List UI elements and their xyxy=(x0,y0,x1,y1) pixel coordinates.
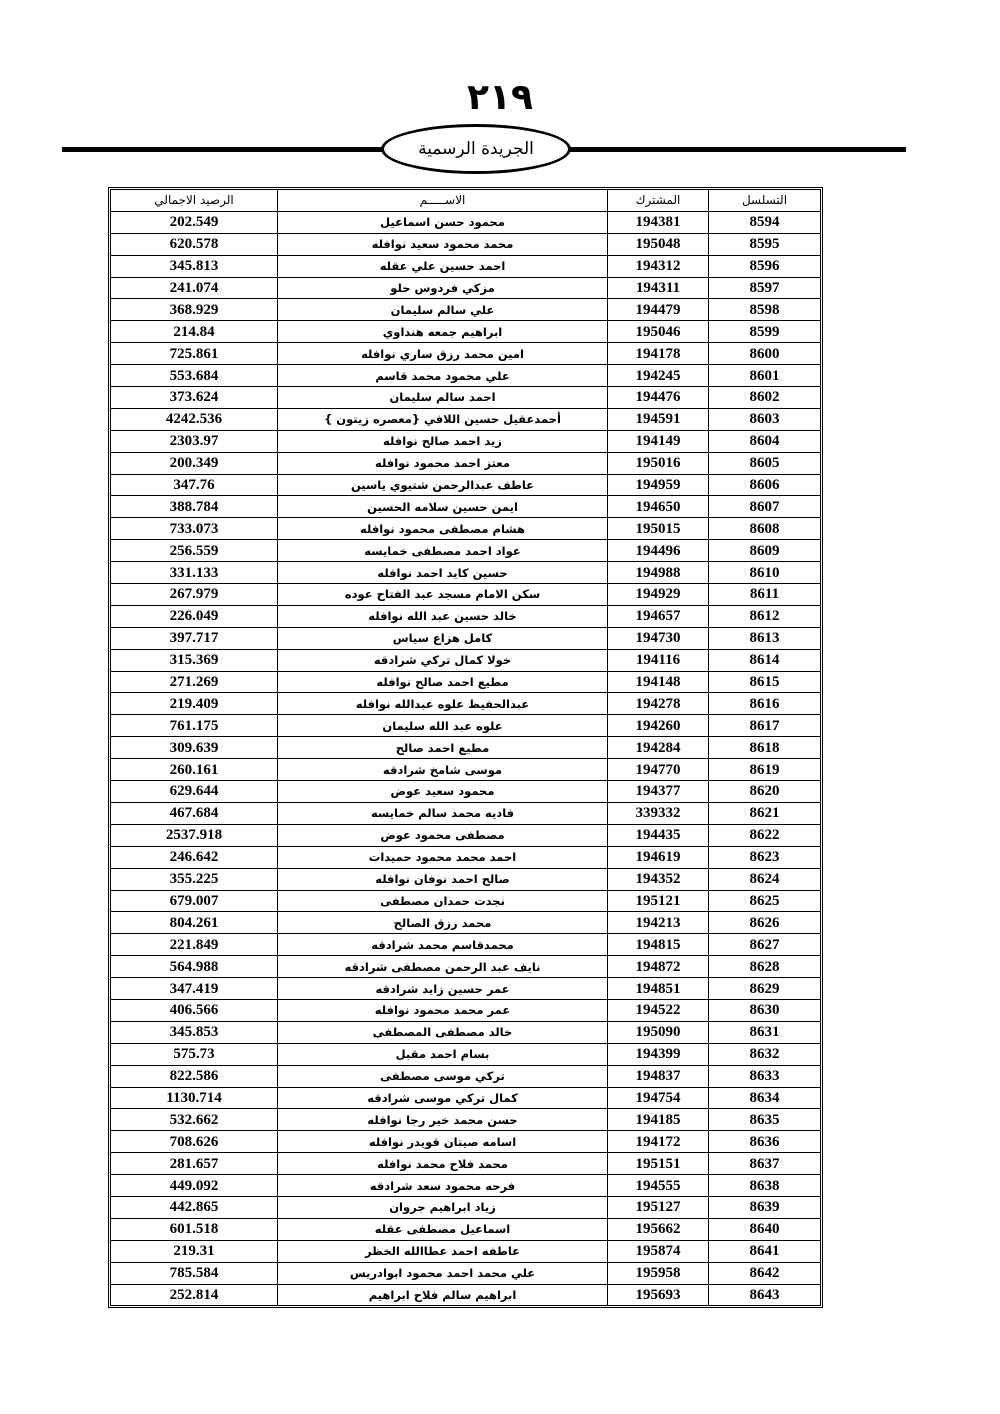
cell-name: اسماعيل مصطفى عقله xyxy=(278,1218,608,1240)
header-rule-right xyxy=(570,147,906,152)
table-row xyxy=(111,365,821,387)
cell-name: خالد مصطفى المصطفى xyxy=(278,1021,608,1043)
table-row xyxy=(111,693,821,715)
cell-subscriber: 194591 xyxy=(608,408,709,430)
table-row xyxy=(111,518,821,540)
cell-serial: 8612 xyxy=(709,605,821,627)
cell-total-balance: 449.092 xyxy=(111,1175,278,1197)
table-row xyxy=(111,430,821,452)
cell-serial: 8642 xyxy=(709,1262,821,1284)
cell-serial: 8609 xyxy=(709,540,821,562)
cell-serial: 8616 xyxy=(709,693,821,715)
masthead-oval xyxy=(381,124,571,174)
cell-total-balance: 331.133 xyxy=(111,562,278,584)
cell-total-balance: 252.814 xyxy=(111,1284,278,1306)
masthead-title: الجريدة الرسمية xyxy=(418,139,534,159)
cell-serial: 8601 xyxy=(709,365,821,387)
cell-total-balance: 202.549 xyxy=(111,211,278,233)
cell-name: تركي موسى مصطفى xyxy=(278,1065,608,1087)
cell-subscriber: 194837 xyxy=(608,1065,709,1087)
table-row xyxy=(111,233,821,255)
cell-name: اسامه صيتان قويدر نوافله xyxy=(278,1131,608,1153)
cell-serial: 8632 xyxy=(709,1043,821,1065)
cell-serial: 8643 xyxy=(709,1284,821,1306)
table-row xyxy=(111,1065,821,1087)
cell-total-balance: 214.84 xyxy=(111,321,278,343)
cell-name: عاطف عبدالرحمن شتيوي ياسين xyxy=(278,474,608,496)
table-row xyxy=(111,956,821,978)
cell-name: امين محمد رزق ساري نوافله xyxy=(278,343,608,365)
cell-total-balance: 679.007 xyxy=(111,890,278,912)
table-row xyxy=(111,255,821,277)
cell-subscriber: 194619 xyxy=(608,846,709,868)
cell-serial: 8615 xyxy=(709,671,821,693)
table-row xyxy=(111,1262,821,1284)
table-row xyxy=(111,1218,821,1240)
cell-name: موسى شامخ شرادقه xyxy=(278,759,608,781)
cell-name: حسن محمد خير رجا نوافله xyxy=(278,1109,608,1131)
cell-total-balance: 219.31 xyxy=(111,1240,278,1262)
cell-name: احمد محمد محمود حميدات xyxy=(278,846,608,868)
cell-total-balance: 309.639 xyxy=(111,737,278,759)
cell-total-balance: 347.419 xyxy=(111,978,278,1000)
cell-serial: 8620 xyxy=(709,781,821,803)
cell-serial: 8595 xyxy=(709,233,821,255)
cell-name: محمد محمود سعيد نوافله xyxy=(278,233,608,255)
cell-name: محمود حسن اسماعيل xyxy=(278,211,608,233)
cell-serial: 8603 xyxy=(709,408,821,430)
table-row xyxy=(111,846,821,868)
cell-subscriber: 194149 xyxy=(608,430,709,452)
cell-total-balance: 761.175 xyxy=(111,715,278,737)
cell-name: عمر محمد محمود نوافله xyxy=(278,999,608,1021)
cell-total-balance: 2537.918 xyxy=(111,824,278,846)
cell-serial: 8629 xyxy=(709,978,821,1000)
cell-name: عاطفه احمد عطاالله الخظر xyxy=(278,1240,608,1262)
cell-subscriber: 194312 xyxy=(608,255,709,277)
cell-name: زيد احمد صالح نوافله xyxy=(278,430,608,452)
cell-serial: 8621 xyxy=(709,802,821,824)
cell-subscriber: 194245 xyxy=(608,365,709,387)
cell-total-balance: 785.584 xyxy=(111,1262,278,1284)
cell-subscriber: 194116 xyxy=(608,649,709,671)
table-header-row xyxy=(111,190,821,212)
cell-name: عواد احمد مصطفى خمايسه xyxy=(278,540,608,562)
cell-subscriber: 194959 xyxy=(608,474,709,496)
cell-serial: 8610 xyxy=(709,562,821,584)
cell-total-balance: 733.073 xyxy=(111,518,278,540)
cell-subscriber: 194278 xyxy=(608,693,709,715)
cell-name: علي محمد احمد محمود ابوادريس xyxy=(278,1262,608,1284)
cell-name: علي محمود محمد قاسم xyxy=(278,365,608,387)
cell-total-balance: 629.644 xyxy=(111,781,278,803)
cell-subscriber: 195016 xyxy=(608,452,709,474)
cell-total-balance: 219.409 xyxy=(111,693,278,715)
table-row xyxy=(111,1240,821,1262)
cell-total-balance: 271.269 xyxy=(111,671,278,693)
cell-total-balance: 281.657 xyxy=(111,1153,278,1175)
cell-subscriber: 195048 xyxy=(608,233,709,255)
table-row xyxy=(111,277,821,299)
table-row xyxy=(111,802,821,824)
cell-name: احمد سالم سليمان xyxy=(278,387,608,409)
cell-total-balance: 1130.714 xyxy=(111,1087,278,1109)
cell-subscriber: 194435 xyxy=(608,824,709,846)
cell-serial: 8625 xyxy=(709,890,821,912)
cell-total-balance: 226.049 xyxy=(111,605,278,627)
table-row xyxy=(111,934,821,956)
cell-name: مزكي فردوس حلو xyxy=(278,277,608,299)
cell-name: احمد حسين علي عقله xyxy=(278,255,608,277)
table-row xyxy=(111,824,821,846)
table-row xyxy=(111,605,821,627)
cell-subscriber: 194815 xyxy=(608,934,709,956)
cell-name: مطيع احمد صالح xyxy=(278,737,608,759)
cell-serial: 8604 xyxy=(709,430,821,452)
cell-serial: 8613 xyxy=(709,627,821,649)
header-serial: التسلسل xyxy=(709,190,821,212)
cell-name: نايف عبد الرحمن مصطفى شرادقه xyxy=(278,956,608,978)
cell-total-balance: 345.813 xyxy=(111,255,278,277)
cell-name: ابراهيم سالم فلاح ابراهيم xyxy=(278,1284,608,1306)
cell-total-balance: 256.559 xyxy=(111,540,278,562)
cell-serial: 8602 xyxy=(709,387,821,409)
cell-serial: 8636 xyxy=(709,1131,821,1153)
cell-subscriber: 339332 xyxy=(608,802,709,824)
cell-total-balance: 345.853 xyxy=(111,1021,278,1043)
header-name: الاســـــم xyxy=(278,190,608,212)
cell-subscriber: 194148 xyxy=(608,671,709,693)
page-number: ٢١٩ xyxy=(467,77,533,118)
cell-subscriber: 194185 xyxy=(608,1109,709,1131)
cell-serial: 8640 xyxy=(709,1218,821,1240)
table-row xyxy=(111,211,821,233)
table-row xyxy=(111,890,821,912)
cell-subscriber: 194172 xyxy=(608,1131,709,1153)
table-row xyxy=(111,715,821,737)
cell-serial: 8622 xyxy=(709,824,821,846)
cell-serial: 8608 xyxy=(709,518,821,540)
cell-subscriber: 195046 xyxy=(608,321,709,343)
cell-subscriber: 194770 xyxy=(608,759,709,781)
cell-name: فرحه محمود سعد شرادقه xyxy=(278,1175,608,1197)
table-row xyxy=(111,562,821,584)
cell-subscriber: 195874 xyxy=(608,1240,709,1262)
cell-name: زياد ابراهيم جروان xyxy=(278,1196,608,1218)
cell-serial: 8630 xyxy=(709,999,821,1021)
cell-subscriber: 194311 xyxy=(608,277,709,299)
cell-total-balance: 260.161 xyxy=(111,759,278,781)
table-row xyxy=(111,1196,821,1218)
cell-serial: 8599 xyxy=(709,321,821,343)
cell-subscriber: 194657 xyxy=(608,605,709,627)
cell-subscriber: 194260 xyxy=(608,715,709,737)
cell-serial: 8600 xyxy=(709,343,821,365)
cell-serial: 8614 xyxy=(709,649,821,671)
cell-total-balance: 708.626 xyxy=(111,1131,278,1153)
cell-name: محمد رزق الصالح xyxy=(278,912,608,934)
table-row xyxy=(111,999,821,1021)
cell-subscriber: 194650 xyxy=(608,496,709,518)
cell-serial: 8635 xyxy=(709,1109,821,1131)
cell-total-balance: 267.979 xyxy=(111,584,278,606)
cell-subscriber: 194988 xyxy=(608,562,709,584)
cell-name: سكن الامام مسجد عبد الفتاح عوده xyxy=(278,584,608,606)
table-row xyxy=(111,452,821,474)
cell-name: حسين كايد احمد نوافله xyxy=(278,562,608,584)
cell-subscriber: 194496 xyxy=(608,540,709,562)
cell-serial: 8634 xyxy=(709,1087,821,1109)
cell-name: بسام احمد مقبل xyxy=(278,1043,608,1065)
cell-name: محمد فلاح محمد نوافله xyxy=(278,1153,608,1175)
cell-total-balance: 241.074 xyxy=(111,277,278,299)
cell-serial: 8628 xyxy=(709,956,821,978)
cell-name: محمود سعيد عوض xyxy=(278,781,608,803)
cell-name: معتز احمد محمود نوافله xyxy=(278,452,608,474)
cell-total-balance: 397.717 xyxy=(111,627,278,649)
cell-total-balance: 725.861 xyxy=(111,343,278,365)
cell-subscriber: 195015 xyxy=(608,518,709,540)
cell-name: محمدقاسم محمد شرادقه xyxy=(278,934,608,956)
cell-serial: 8623 xyxy=(709,846,821,868)
table-row xyxy=(111,1087,821,1109)
header-subscriber: المشترك xyxy=(608,190,709,212)
cell-name: صالح احمد نوفان نوافله xyxy=(278,868,608,890)
cell-subscriber: 195121 xyxy=(608,890,709,912)
cell-total-balance: 388.784 xyxy=(111,496,278,518)
cell-total-balance: 406.566 xyxy=(111,999,278,1021)
header-total-balance: الرصيد الاجمالي xyxy=(111,190,278,212)
cell-serial: 8627 xyxy=(709,934,821,956)
cell-total-balance: 620.578 xyxy=(111,233,278,255)
cell-total-balance: 368.929 xyxy=(111,299,278,321)
cell-name: عمر حسين زايد شرادقه xyxy=(278,978,608,1000)
table-row xyxy=(111,671,821,693)
cell-total-balance: 532.662 xyxy=(111,1109,278,1131)
table-row xyxy=(111,1043,821,1065)
cell-total-balance: 200.349 xyxy=(111,452,278,474)
cell-name: علي سالم سليمان xyxy=(278,299,608,321)
cell-total-balance: 246.642 xyxy=(111,846,278,868)
cell-subscriber: 194555 xyxy=(608,1175,709,1197)
table-row xyxy=(111,408,821,430)
table-row xyxy=(111,1153,821,1175)
table-row xyxy=(111,781,821,803)
cell-subscriber: 195958 xyxy=(608,1262,709,1284)
table-row xyxy=(111,321,821,343)
subscriber-balance-table xyxy=(110,189,821,1306)
cell-subscriber: 194929 xyxy=(608,584,709,606)
table-row xyxy=(111,737,821,759)
table-row xyxy=(111,343,821,365)
cell-name: ابراهيم جمعه هنداوي xyxy=(278,321,608,343)
cell-total-balance: 564.988 xyxy=(111,956,278,978)
cell-serial: 8596 xyxy=(709,255,821,277)
cell-total-balance: 221.849 xyxy=(111,934,278,956)
cell-total-balance: 467.684 xyxy=(111,802,278,824)
cell-name: كامل هزاع سياس xyxy=(278,627,608,649)
cell-name: علوه عبد الله سليمان xyxy=(278,715,608,737)
table-row xyxy=(111,868,821,890)
cell-subscriber: 195151 xyxy=(608,1153,709,1175)
cell-subscriber: 194522 xyxy=(608,999,709,1021)
table-row xyxy=(111,912,821,934)
cell-serial: 8607 xyxy=(709,496,821,518)
cell-name: ايمن حسين سلامه الحسين xyxy=(278,496,608,518)
table-row xyxy=(111,1175,821,1197)
cell-total-balance: 601.518 xyxy=(111,1218,278,1240)
table-row xyxy=(111,496,821,518)
cell-total-balance: 355.225 xyxy=(111,868,278,890)
cell-name: فاديه محمد سالم خمايسه xyxy=(278,802,608,824)
cell-name: هشام مصطفى محمود نوافله xyxy=(278,518,608,540)
table-row xyxy=(111,474,821,496)
cell-name: نجدت حمدان مصطفى xyxy=(278,890,608,912)
cell-serial: 8618 xyxy=(709,737,821,759)
cell-serial: 8624 xyxy=(709,868,821,890)
cell-serial: 8638 xyxy=(709,1175,821,1197)
cell-subscriber: 194754 xyxy=(608,1087,709,1109)
table-row xyxy=(111,584,821,606)
cell-name: كمال تركي موسى شرادقه xyxy=(278,1087,608,1109)
cell-serial: 8606 xyxy=(709,474,821,496)
cell-serial: 8594 xyxy=(709,211,821,233)
table-row xyxy=(111,1131,821,1153)
cell-subscriber: 194476 xyxy=(608,387,709,409)
cell-total-balance: 804.261 xyxy=(111,912,278,934)
header-rule-left xyxy=(62,147,392,152)
cell-subscriber: 194352 xyxy=(608,868,709,890)
table-row xyxy=(111,387,821,409)
cell-subscriber: 194872 xyxy=(608,956,709,978)
table-row xyxy=(111,759,821,781)
cell-serial: 8597 xyxy=(709,277,821,299)
cell-total-balance: 822.586 xyxy=(111,1065,278,1087)
cell-name: خالد حسين عبد الله نوافله xyxy=(278,605,608,627)
cell-total-balance: 347.76 xyxy=(111,474,278,496)
table-row xyxy=(111,978,821,1000)
cell-subscriber: 194377 xyxy=(608,781,709,803)
table-row xyxy=(111,627,821,649)
cell-subscriber: 194730 xyxy=(608,627,709,649)
cell-total-balance: 442.865 xyxy=(111,1196,278,1218)
cell-total-balance: 2303.97 xyxy=(111,430,278,452)
cell-serial: 8633 xyxy=(709,1065,821,1087)
cell-total-balance: 315.369 xyxy=(111,649,278,671)
cell-serial: 8637 xyxy=(709,1153,821,1175)
cell-subscriber: 194851 xyxy=(608,978,709,1000)
cell-subscriber: 194178 xyxy=(608,343,709,365)
cell-total-balance: 373.624 xyxy=(111,387,278,409)
table-row xyxy=(111,649,821,671)
cell-subscriber: 194479 xyxy=(608,299,709,321)
cell-subscriber: 195127 xyxy=(608,1196,709,1218)
cell-subscriber: 194381 xyxy=(608,211,709,233)
table-row xyxy=(111,1021,821,1043)
cell-serial: 8619 xyxy=(709,759,821,781)
cell-name: عبدالحفيظ علوه عبدالله نوافله xyxy=(278,693,608,715)
table-row xyxy=(111,1109,821,1131)
cell-subscriber: 195693 xyxy=(608,1284,709,1306)
cell-subscriber: 194399 xyxy=(608,1043,709,1065)
table-row xyxy=(111,299,821,321)
cell-serial: 8631 xyxy=(709,1021,821,1043)
cell-serial: 8605 xyxy=(709,452,821,474)
cell-subscriber: 194284 xyxy=(608,737,709,759)
cell-serial: 8598 xyxy=(709,299,821,321)
cell-subscriber: 195090 xyxy=(608,1021,709,1043)
cell-name: خولا كمال تركي شرادقه xyxy=(278,649,608,671)
cell-name: مطيع احمد صالح نوافله xyxy=(278,671,608,693)
cell-total-balance: 553.684 xyxy=(111,365,278,387)
cell-serial: 8617 xyxy=(709,715,821,737)
table-row xyxy=(111,540,821,562)
cell-serial: 8611 xyxy=(709,584,821,606)
table-row xyxy=(111,1284,821,1306)
cell-serial: 8626 xyxy=(709,912,821,934)
cell-name: أحمدعقيل حسين اللافي {معصره زيتون } xyxy=(278,408,608,430)
cell-total-balance: 575.73 xyxy=(111,1043,278,1065)
cell-subscriber: 195662 xyxy=(608,1218,709,1240)
cell-serial: 8641 xyxy=(709,1240,821,1262)
cell-subscriber: 194213 xyxy=(608,912,709,934)
cell-total-balance: 4242.536 xyxy=(111,408,278,430)
cell-name: مصطفى محمود عوض xyxy=(278,824,608,846)
cell-serial: 8639 xyxy=(709,1196,821,1218)
